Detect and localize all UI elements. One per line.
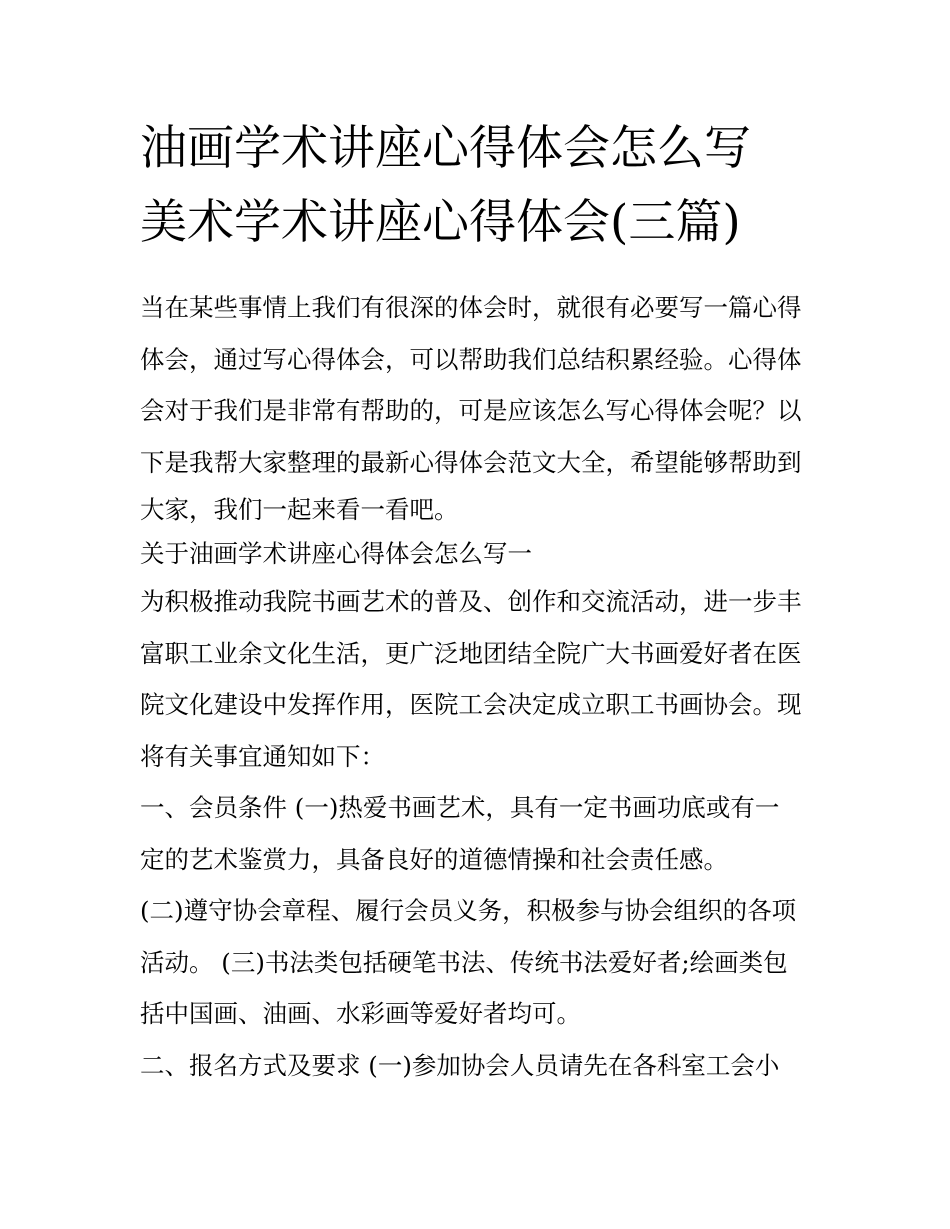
body-line: 富职工业余文化生活，更广泛地团结全院广大书画爱好者在医	[140, 638, 802, 668]
document-page	[140, 112, 820, 1091]
section-heading: 关于油画学术讲座心得体会怎么写一	[140, 539, 532, 568]
body-line: 大家，我们一起来看一看吧。	[140, 495, 459, 524]
body-line: 下是我帮大家整理的最新心得体会范文大全，希望能够帮助到	[140, 447, 802, 477]
document-title	[140, 112, 820, 260]
body-line: 括中国画、油画、水彩画等爱好者均可。	[140, 999, 581, 1028]
body-line: 院文化建设中发挥作用，医院工会决定成立职工书画协会。现	[140, 690, 802, 719]
body-line: (二)遵守协会章程、履行会员义务，积极参与协会组织的各项	[140, 896, 797, 925]
body-line: 为积极推动我院书画艺术的普及、创作和交流活动，进一步丰	[140, 587, 802, 616]
body-line: 定的艺术鉴赏力，具备良好的道德情操和社会责任感。	[140, 844, 728, 874]
body-line: 体会，通过写心得体会，可以帮助我们总结积累经验。心得体	[140, 344, 802, 374]
body-line: 会对于我们是非常有帮助的，可是应该怎么写心得体会呢？以	[140, 396, 802, 425]
title-line: 油画学术讲座心得体会怎么写	[140, 121, 751, 176]
body-line: 当在某些事情上我们有很深的体会时，就很有必要写一篇心得	[140, 293, 802, 322]
body-line: 活动。 (三)书法类包括硬笔书法、传统书法爱好者;绘画类包	[140, 947, 788, 977]
body-line: 二、报名方式及要求 (一)参加协会人员请先在各科室工会小	[140, 1050, 780, 1080]
document-body	[140, 282, 820, 1091]
body-line: 将有关事宜通知如下：	[140, 741, 385, 771]
title-line: 美术学术讲座心得体会(三篇)	[140, 195, 741, 250]
body-line: 一、会员条件 (一)热爱书画艺术，具有一定书画功底或有一	[140, 793, 780, 822]
